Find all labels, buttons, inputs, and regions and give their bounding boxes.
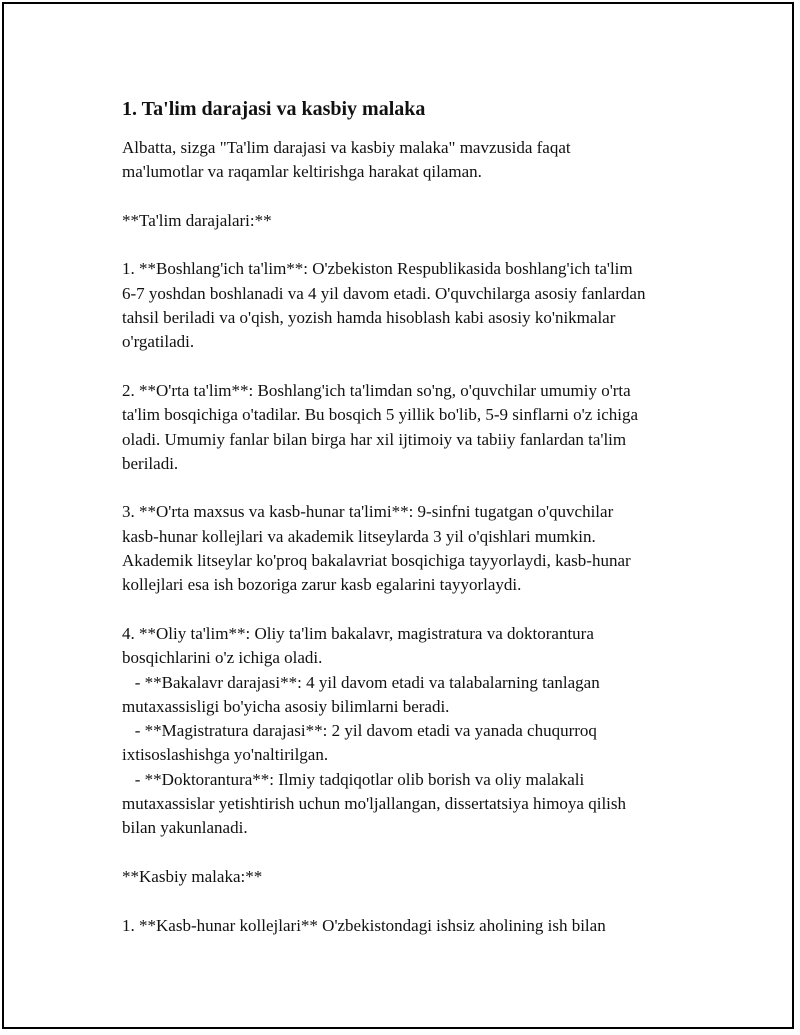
text-line: Albatta, sizga "Ta'lim darajasi va kasbiy malaka" mavzusida faqat	[122, 138, 571, 157]
document-title: 1. Ta'lim darajasi va kasbiy malaka	[122, 98, 426, 120]
text-line: bosqichlarini o'z ichiga oladi.	[122, 648, 323, 668]
text-line: ma'lumotlar va raqamlar keltirishga harakat qilaman.	[122, 162, 482, 182]
text-line: 3. **O'rta maxsus va kasb-hunar ta'limi**: 9-sinfni tugatgan o'quvchilar	[122, 502, 614, 522]
text-line: o'rgatiladi.	[122, 332, 195, 352]
text-line: Akademik litseylar ko'proq bakalavriat bosqichiga tayyorlaydi, kasb-hunar	[122, 551, 631, 571]
text-line: bilan yakunlanadi.	[122, 818, 248, 838]
text-line: ixtisoslashishga yo'naltirilgan.	[122, 745, 329, 765]
text-line: **Kasbiy malaka:**	[122, 866, 263, 886]
text-line: ta'lim bosqichiga o'tadilar. Bu bosqich 5 yillik bo'lib, 5-9 sinflarni o'z ichiga	[122, 405, 639, 425]
text-line: beriladi.	[122, 453, 179, 473]
document-body	[122, 96, 702, 962]
paragraph	[122, 379, 702, 476]
text-line: kollejlari esa ish bozoriga zarur kasb egalarini tayyorlaydi.	[122, 575, 522, 595]
paragraph	[122, 257, 702, 354]
text-line: kasb-hunar kollejlari va akademik litseylarda 3 yil o'qishlari mumkin.	[122, 526, 596, 546]
text-line: 1. **Kasb-hunar kollejlari** O'zbekistondagi ishsiz aholining ish bilan	[122, 915, 606, 935]
paragraph	[122, 136, 702, 185]
text-line: mutaxassislar yetishtirish uchun mo'ljallangan, dissertatsiya himoya qilish	[122, 794, 627, 814]
text-line: 4. **Oliy ta'lim**: Oliy ta'lim bakalavr, magistratura va doktorantura	[122, 623, 594, 643]
text-line: 1. **Boshlang'ich ta'lim**: O'zbekiston Respublikasida boshlang'ich ta'lim	[122, 259, 633, 279]
page-frame	[2, 2, 794, 1029]
text-line: 6-7 yoshdan boshlanadi va 4 yil davom etadi. O'quvchilarga asosiy fanlardan	[122, 283, 646, 303]
text-line: tahsil beriladi va o'qish, yozish hamda hisoblash kabi asosiy ko'nikmalar	[122, 308, 616, 328]
paragraph	[122, 209, 702, 233]
text-line: mutaxassisligi bo'yicha asosiy bilimlarni beradi.	[122, 696, 450, 716]
text-line: oladi. Umumiy fanlar bilan birga har xil ijtimoiy va tabiiy fanlardan ta'lim	[122, 429, 627, 449]
paragraph	[122, 865, 702, 889]
paragraph	[122, 500, 702, 597]
text-line: - **Magistratura darajasi**: 2 yil davom etadi va yanada chuqurroq	[122, 721, 597, 741]
paragraph	[122, 914, 702, 938]
text-line: 2. **O'rta ta'lim**: Boshlang'ich ta'limdan so'ng, o'quvchilar umumiy o'rta	[122, 380, 631, 400]
text-line: - **Bakalavr darajasi**: 4 yil davom etadi va talabalarning tanlagan	[122, 672, 600, 692]
text-line: **Ta'lim darajalari:**	[122, 210, 272, 230]
paragraph	[122, 622, 702, 841]
text-line: - **Doktorantura**: Ilmiy tadqiqotlar olib borish va oliy malakali	[122, 769, 585, 789]
paragraph-list	[122, 136, 702, 938]
